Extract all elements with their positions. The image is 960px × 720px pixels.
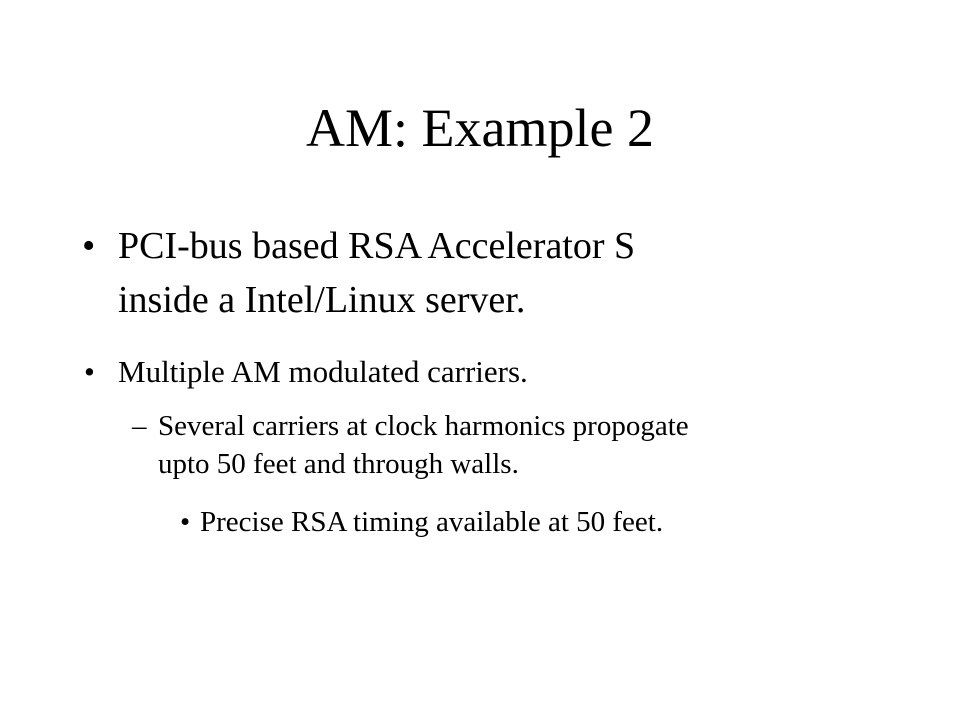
bullet-text-line: PCI-bus based RSA Accelerator S — [118, 225, 636, 267]
bullet-marker: • — [180, 506, 191, 538]
bullet-text-line: upto 50 feet and through walls. — [158, 448, 519, 480]
bullet-text-line: inside a Intel/Linux server. — [118, 279, 526, 321]
bullet-marker: • — [84, 354, 95, 389]
dash-marker: – — [132, 410, 147, 442]
bullet-marker: • — [82, 225, 96, 267]
bullet-text-line: Precise RSA timing available at 50 feet. — [200, 506, 664, 538]
bullet-text-line: Several carriers at clock harmonics propogate — [158, 410, 689, 442]
slide-title: AM: Example 2 — [306, 98, 654, 158]
bullet-text-line: Multiple AM modulated carriers. — [118, 354, 528, 389]
